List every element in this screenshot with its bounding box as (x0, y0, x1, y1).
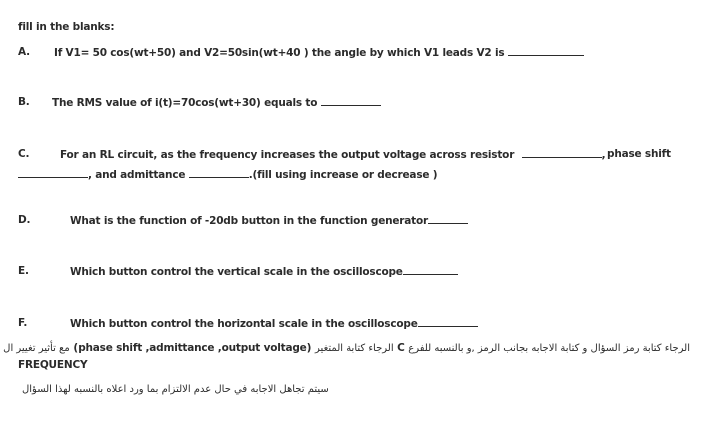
question-b-text: The RMS value of i(t)=70cos(wt+30) equals to (52, 97, 318, 109)
answer-blank-e[interactable] (403, 264, 458, 275)
question-c-text-part3: , and admittance (88, 169, 186, 181)
instructions-variables: (phase shift ,admittance ,output voltage) (73, 342, 312, 354)
instructions-line1 (3, 341, 690, 356)
question-letter-e: E. (18, 265, 29, 277)
answer-blank-b[interactable] (321, 95, 381, 106)
question-c-separator: , (601, 149, 606, 161)
answer-blank-f[interactable] (418, 316, 478, 327)
page-heading: fill in the blanks: (18, 21, 115, 33)
question-c-text-part1: For an RL circuit, as the frequency increases the output voltage across resistor (60, 149, 515, 161)
answer-blank-c-admittance[interactable] (189, 167, 249, 178)
question-letter-a: A. (18, 46, 30, 58)
answer-blank-c-output-voltage[interactable] (522, 147, 602, 158)
instructions-line2: سيتم تجاهل الاجابه في حال عدم الالتزام بما ورد اعلاه بالنسبه لهذا السؤال (22, 384, 329, 395)
question-d-text: What is the function of -20db button in the function generator (70, 215, 428, 227)
question-b (52, 95, 381, 110)
question-d (70, 213, 468, 228)
instructions-branch-c: C (397, 342, 405, 354)
question-c-line1 (60, 147, 605, 162)
question-a-text: If V1= 50 cos(wt+50) and V2=50sin(wt+40 ) the angle by which V1 leads V2 is (54, 47, 505, 59)
question-letter-f: F. (18, 317, 28, 329)
instructions-arabic-left: مع تأثير تغيير ال (3, 343, 70, 354)
answer-blank-a[interactable] (508, 45, 584, 56)
question-e (70, 264, 458, 279)
question-f (70, 316, 478, 331)
answer-blank-c-phase-shift[interactable] (18, 167, 88, 178)
instructions-frequency: FREQUENCY (18, 359, 88, 371)
question-letter-c: C. (18, 148, 30, 160)
answer-blank-d[interactable] (428, 213, 468, 224)
question-c-phase-shift-label: phase shift (607, 148, 671, 160)
question-f-text: Which button control the horizontal scale in the oscilloscope (70, 318, 418, 330)
question-a (54, 45, 584, 60)
instructions-arabic-middle: الرجاء كتابة المتغير (315, 343, 394, 354)
instructions-arabic-right: الرجاء كتابة رمز السؤال و كتابة الاجابه بجانب الرمز ,و بالنسبه للفرع (408, 343, 690, 354)
question-letter-d: D. (18, 214, 31, 226)
question-c-text-part4: .(fill using increase or decrease ) (248, 169, 438, 181)
question-c-line2 (18, 167, 437, 182)
question-letter-b: B. (18, 96, 30, 108)
question-e-text: Which button control the vertical scale in the oscilloscope (70, 266, 403, 278)
